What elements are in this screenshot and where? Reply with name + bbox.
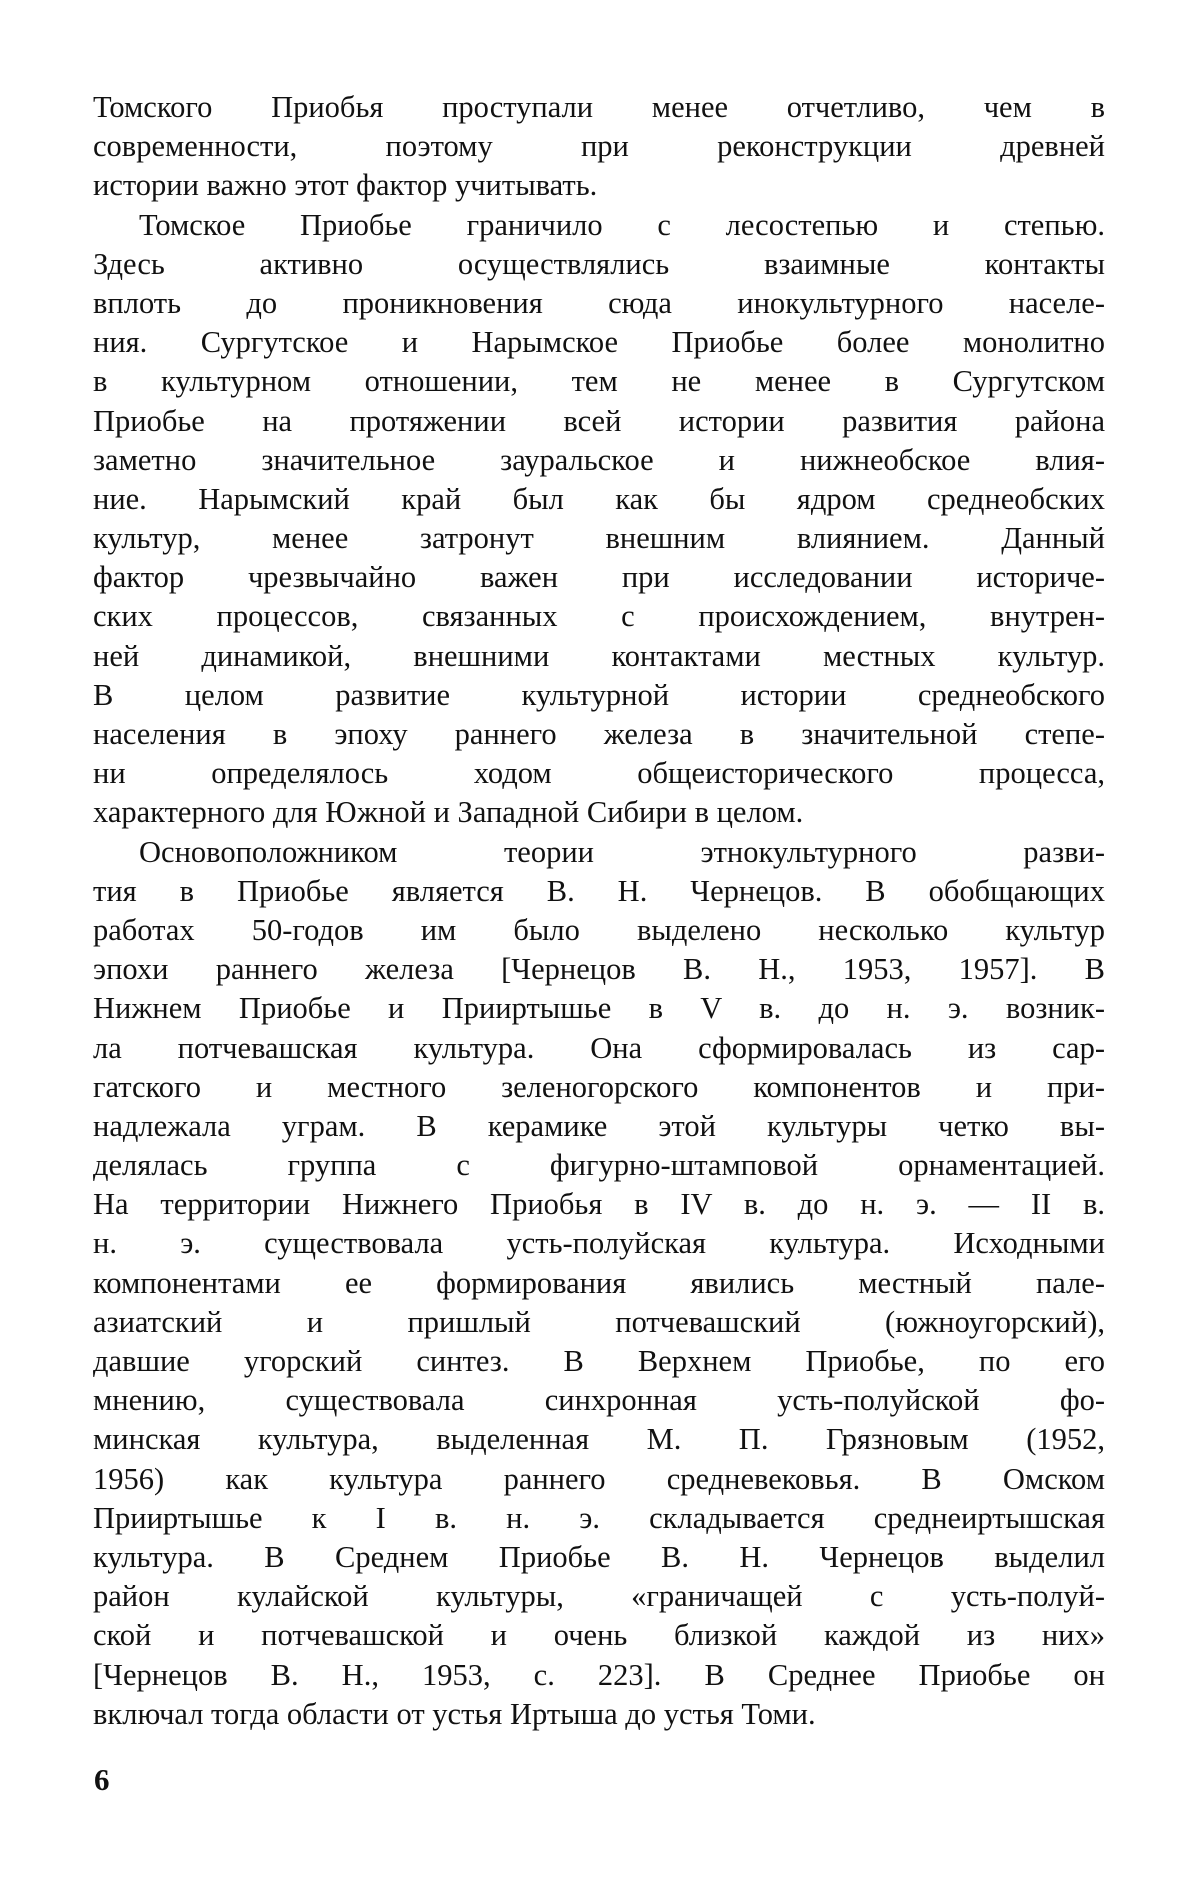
text-line: работах 50-годов им было выделено несколько культур	[93, 912, 1105, 947]
text-line: Томское Приобье граничило с лесостепью и степью.	[139, 207, 1105, 242]
text-line: ния. Сургутское и Нарымское Приобье более монолитно	[93, 325, 1105, 360]
text-line: Нижнем Приобье и Прииртышье в V в. до н. э. возник-	[93, 991, 1105, 1026]
text-line: делялась группа с фигурно-штамповой орнаментацией.	[93, 1148, 1105, 1183]
text-line: Прииртышье к I в. н. э. складывается среднеиртышская	[93, 1500, 1105, 1535]
paragraph	[93, 833, 1105, 1734]
body-text	[93, 88, 1105, 1734]
text-line: Томского Приобья проступали менее отчетливо, чем в	[93, 90, 1105, 124]
text-line: ской и потчевашской и очень близкой каждой из них»	[93, 1618, 1105, 1653]
text-line: заметно значительное зауральское и нижнеобское влия-	[93, 442, 1105, 477]
text-line: ла потчевашская культура. Она сформировалась из сар-	[93, 1030, 1105, 1065]
text-line: Приобье на протяжении всей истории развития района	[93, 403, 1105, 438]
text-line: фактор чрезвычайно важен при исследовании историче-	[93, 560, 1105, 595]
text-line: ни определялось ходом общеисторического процесса,	[93, 756, 1105, 791]
text-line: Здесь активно осуществлялись взаимные контакты	[93, 246, 1105, 281]
text-line: ней динамикой, внешними контактами местных культур.	[93, 638, 1105, 673]
paragraph	[93, 206, 1105, 833]
text-line: Основоположником теории этнокультурного разви-	[139, 834, 1105, 869]
text-line: тия в Приобье является В. Н. Чернецов. В обобщающих	[93, 873, 1105, 908]
text-line: ских процессов, связанных с происхождением, внутрен-	[93, 599, 1105, 634]
text-line: истории важно этот фактор учитывать.	[93, 168, 598, 203]
text-line: 1956) как культура раннего средневековья. В Омском	[93, 1461, 1105, 1496]
text-line: культур, менее затронут внешним влиянием. Данный	[93, 521, 1105, 556]
text-line: включал тогда области от устья Иртыша до устья Томи.	[93, 1696, 816, 1731]
text-line: минская культура, выделенная М. П. Грязновым (1952,	[93, 1422, 1105, 1457]
text-line: современности, поэтому при реконструкции древней	[93, 129, 1105, 164]
text-line: гатского и местного зеленогорского компонентов и при-	[93, 1069, 1105, 1104]
text-line: ние. Нарымский край был как бы ядром среднеобских	[93, 481, 1105, 516]
text-line: в культурном отношении, тем не менее в Сургутском	[93, 364, 1105, 399]
text-line: надлежала уграм. В керамике этой культуры четко вы-	[93, 1108, 1105, 1143]
text-line: эпохи раннего железа [Чернецов В. Н., 1953, 1957]. В	[93, 952, 1105, 987]
text-line: На территории Нижнего Приобья в IV в. до н. э. — II в.	[93, 1187, 1105, 1222]
text-line: В целом развитие культурной истории среднеобского	[93, 677, 1105, 712]
text-line: давшие угорский синтез. В Верхнем Приобье, по его	[93, 1344, 1105, 1378]
text-line: азиатский и пришлый потчевашский (южноугорский),	[93, 1304, 1105, 1339]
text-line: характерного для Южной и Западной Сибири в целом.	[93, 795, 804, 830]
page-number: 6	[94, 1762, 110, 1797]
text-line: вплоть до проникновения сюда инокультурного населе-	[93, 285, 1105, 320]
text-line: район кулайской культуры, «граничащей с усть-полуй-	[93, 1579, 1105, 1614]
text-line: населения в эпоху раннего железа в значительной степе-	[93, 717, 1105, 751]
text-line: компонентами ее формирования явились местный пале-	[93, 1265, 1105, 1300]
text-line: культура. В Среднем Приобье В. Н. Чернецов выделил	[93, 1539, 1105, 1574]
text-line: мнению, существовала синхронная усть-полуйской фо-	[93, 1383, 1105, 1418]
text-line: н. э. существовала усть-полуйская культура. Исходными	[93, 1226, 1105, 1261]
text-line: [Чернецов В. Н., 1953, с. 223]. В Среднее Приобье он	[93, 1657, 1105, 1692]
paragraph	[93, 88, 1105, 206]
